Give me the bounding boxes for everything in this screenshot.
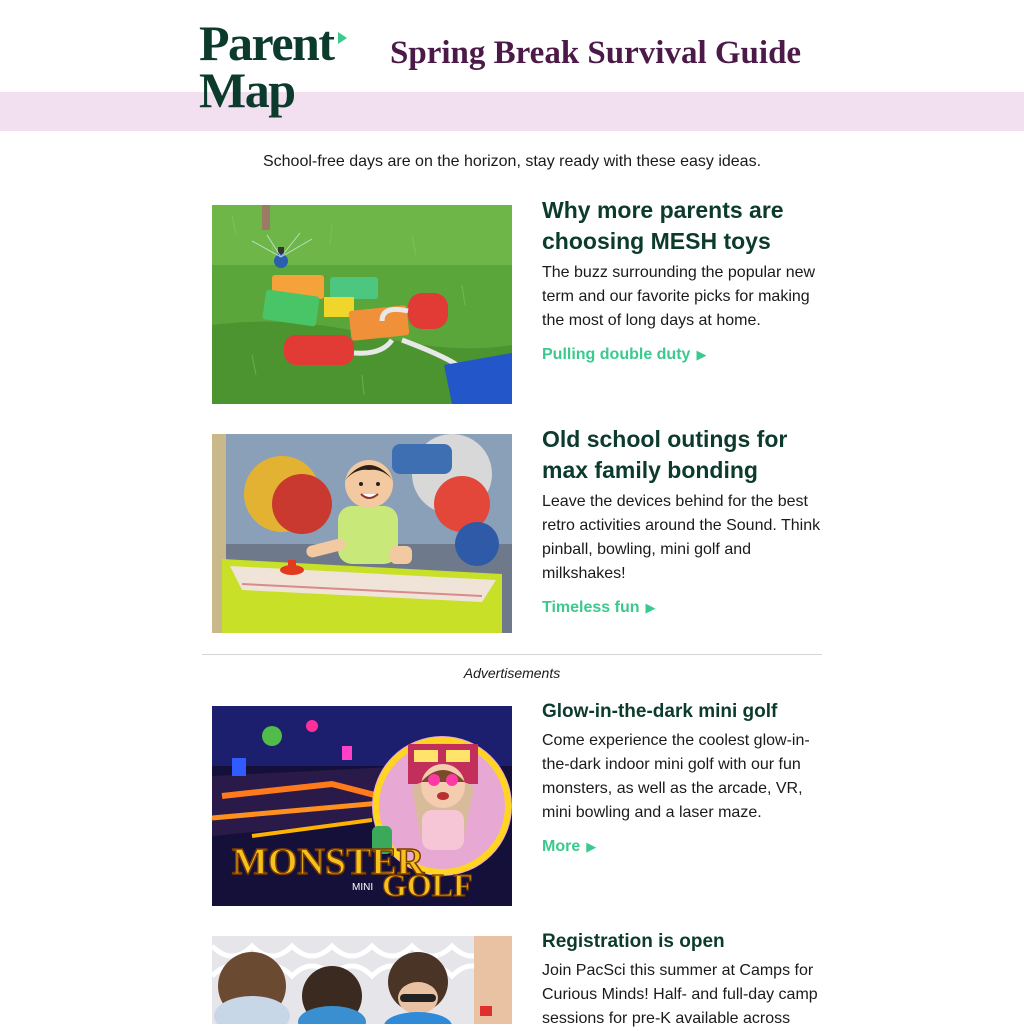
link-label: Pulling double duty — [542, 346, 691, 363]
logo-line-2: Map — [199, 62, 295, 118]
advertisements-label: Advertisements — [463, 665, 561, 681]
section-divider — [202, 654, 822, 655]
play-arrow-icon: ▶ — [586, 839, 597, 854]
arcade-kid-image[interactable] — [212, 434, 512, 633]
newsletter-title: Spring Break Survival Guide — [390, 35, 802, 71]
ad-pacsci-registration — [542, 929, 827, 1031]
ad-link-more[interactable] — [542, 835, 596, 859]
play-arrow-icon: ▶ — [645, 600, 656, 615]
intro-text: School-free days are on the horizon, stay ready with these easy ideas. — [262, 153, 762, 170]
article-title[interactable]: Old school outings for max family bonding — [542, 426, 788, 483]
ad-description: Join PacSci this summer at Camps for Curious Minds! Half- and full-day camp sessions for pre-K available across — [542, 962, 818, 1027]
logo-line-1: Parent — [199, 15, 334, 71]
article-mesh-toys — [542, 195, 827, 367]
mesh-toys-image[interactable] — [212, 205, 512, 404]
article-title[interactable]: Why more parents are choosing MESH toys — [542, 197, 784, 254]
ad-glow-mini-golf — [542, 699, 827, 859]
monster-logo-mini: MINI — [352, 882, 374, 893]
link-label: Timeless fun — [542, 599, 640, 616]
article-link-timeless-fun[interactable] — [542, 596, 656, 620]
article-link-pulling-double-duty[interactable] — [542, 343, 706, 367]
logo-triangle-icon — [338, 32, 347, 44]
link-label: More — [542, 838, 581, 855]
play-arrow-icon: ▶ — [696, 347, 707, 362]
monster-logo-golf: GOLF — [382, 867, 473, 903]
article-description: The buzz surrounding the popular new term and our favorite picks for making the most of long days at home. — [542, 264, 816, 329]
ad-description: Come experience the coolest glow-in-the-dark indoor mini golf with our fun monsters, as well as the arcade, VR, mini bowling and a laser maze. — [542, 732, 810, 821]
ad-title[interactable]: Registration is open — [542, 931, 725, 952]
article-description: Leave the devices behind for the best retro activities around the Sound. Think pinball, bowling, mini golf and milkshakes! — [542, 493, 821, 582]
monster-logo-text: MONSTER — [232, 841, 425, 883]
monster-mini-golf-image[interactable] — [212, 706, 512, 906]
pacsci-camp-image[interactable] — [212, 936, 512, 1024]
header-pink-band — [0, 92, 1024, 131]
ad-title[interactable]: Glow-in-the-dark mini golf — [542, 701, 778, 722]
article-old-school-outings — [542, 424, 827, 620]
